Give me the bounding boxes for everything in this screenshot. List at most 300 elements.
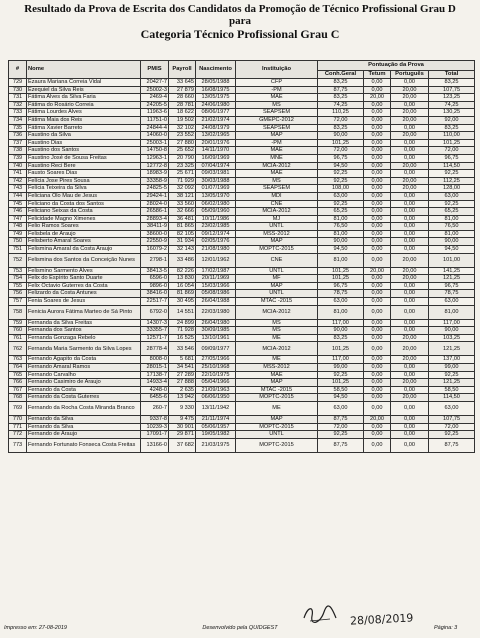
row-birthdate: 27/05/1966	[196, 356, 236, 364]
row-payroll: 23 325	[169, 162, 196, 170]
table-row	[9, 438, 475, 452]
row-tetum: 0,00	[364, 275, 391, 283]
row-birthdate: 05/08/1986	[196, 290, 236, 298]
row-birthdate: 20/11/1969	[196, 275, 236, 283]
row-total: 63,00	[429, 401, 475, 415]
title-line-2: para	[229, 15, 251, 27]
row-payroll: 36 481	[169, 215, 196, 223]
row-total: 137,00	[429, 356, 475, 364]
row-birthdate: 13/05/1970	[196, 192, 236, 200]
row-general-knowledge: 87,75	[318, 415, 364, 423]
row-portuguese: 0,00	[391, 238, 429, 246]
row-name: Fenia Soares de Jesus	[27, 298, 141, 306]
row-tetum: 0,00	[364, 386, 391, 394]
row-pmis: 38413-5	[141, 267, 169, 275]
row-portuguese: 0,00	[391, 124, 429, 132]
row-institution: SEAPSEM	[236, 109, 318, 117]
row-institution: MS	[236, 327, 318, 335]
row-portuguese: 20,00	[391, 109, 429, 117]
row-portuguese: 20,00	[391, 394, 429, 402]
row-total: 110,00	[429, 132, 475, 140]
row-num: 733	[9, 109, 27, 117]
row-institution: SEAPSEM	[236, 124, 318, 132]
row-num: 758	[9, 305, 27, 319]
row-portuguese: 20,00	[391, 275, 429, 283]
row-general-knowledge: 83,25	[318, 124, 364, 132]
row-institution: MAP	[236, 132, 318, 140]
row-pmis: 16079-2	[141, 246, 169, 254]
row-pmis: 33358-9	[141, 177, 169, 185]
table-row	[9, 334, 475, 342]
row-general-knowledge: 90,00	[318, 132, 364, 140]
row-tetum: 0,00	[364, 371, 391, 379]
row-num: 742	[9, 177, 27, 185]
row-tetum: 0,00	[364, 230, 391, 238]
table-row	[9, 170, 475, 178]
row-portuguese: 0,00	[391, 192, 429, 200]
row-name: Felicidade Magno Ximenes	[27, 215, 141, 223]
row-payroll: 27 888	[169, 379, 196, 387]
row-portuguese: 20,00	[391, 267, 429, 275]
row-payroll: 82 226	[169, 267, 196, 275]
row-name: Fausto Soares Dias	[27, 170, 141, 178]
row-num: 743	[9, 185, 27, 193]
row-payroll: 71 929	[169, 177, 196, 185]
row-portuguese: 0,00	[391, 415, 429, 423]
row-portuguese: 0,00	[391, 401, 429, 415]
row-portuguese: 0,00	[391, 101, 429, 109]
row-payroll: 81 869	[169, 290, 196, 298]
row-portuguese: 0,00	[391, 147, 429, 155]
row-total: 101,00	[429, 253, 475, 267]
row-payroll: 14 551	[169, 305, 196, 319]
row-tetum: 0,00	[364, 170, 391, 178]
header-name: Nome	[27, 61, 141, 79]
row-pmis: 28015-1	[141, 364, 169, 372]
row-num: 763	[9, 356, 27, 364]
row-tetum: 0,00	[364, 116, 391, 124]
row-portuguese: 0,00	[391, 298, 429, 306]
row-total: 121,25	[429, 379, 475, 387]
row-total: 114,50	[429, 394, 475, 402]
table-row	[9, 177, 475, 185]
row-total: 92,25	[429, 170, 475, 178]
row-general-knowledge: 83,25	[318, 94, 364, 102]
row-institution: ME	[236, 334, 318, 342]
row-portuguese: 20,00	[391, 162, 429, 170]
row-pmis: 28024-0	[141, 200, 169, 208]
header-payroll: Payroll	[169, 61, 196, 79]
row-general-knowledge: 92,25	[318, 431, 364, 439]
row-total: 103,25	[429, 334, 475, 342]
row-pmis: 17138-7	[141, 371, 169, 379]
row-birthdate: 06/06/1950	[196, 394, 236, 402]
row-institution: MCIA-2012	[236, 342, 318, 356]
table-row	[9, 116, 475, 124]
row-portuguese: 20,00	[391, 177, 429, 185]
row-tetum: 0,00	[364, 132, 391, 140]
row-institution: MCIA-2012	[236, 162, 318, 170]
row-num: 736	[9, 132, 27, 140]
header-general-knowledge: Conh.Geral	[318, 71, 364, 79]
row-tetum: 0,00	[364, 185, 391, 193]
row-total: 90,00	[429, 327, 475, 335]
row-tetum: 0,00	[364, 223, 391, 231]
row-tetum: 0,00	[364, 162, 391, 170]
row-portuguese: 20,00	[391, 334, 429, 342]
table-row	[9, 327, 475, 335]
header-pmis: PMIS	[141, 61, 169, 79]
row-institution: ME	[236, 356, 318, 364]
row-institution: GMEPC-2012	[236, 116, 318, 124]
table-row	[9, 415, 475, 423]
header-portuguese: Português	[391, 71, 429, 79]
row-payroll: 32 092	[169, 185, 196, 193]
row-general-knowledge: 94,50	[318, 162, 364, 170]
row-portuguese: 20,00	[391, 94, 429, 102]
row-pmis: 4248-0	[141, 386, 169, 394]
row-total: 117,00	[429, 319, 475, 327]
row-institution: MAE	[236, 371, 318, 379]
row-institution: MAP	[236, 415, 318, 423]
row-tetum: 0,00	[364, 101, 391, 109]
row-birthdate: 28/05/1988	[196, 79, 236, 87]
row-general-knowledge: 110,25	[318, 109, 364, 117]
table-row	[9, 230, 475, 238]
row-num: 734	[9, 116, 27, 124]
row-name: Fernando da Costa Guterres	[27, 394, 141, 402]
table-row	[9, 94, 475, 102]
row-portuguese: 0,00	[391, 170, 429, 178]
row-tetum: 0,00	[364, 79, 391, 87]
row-num: 773	[9, 438, 27, 452]
header-tetum: Tetum	[364, 71, 391, 79]
table-row	[9, 423, 475, 431]
row-pmis: 6792-0	[141, 305, 169, 319]
row-general-knowledge: 81,00	[318, 215, 364, 223]
row-num: 731	[9, 94, 27, 102]
row-payroll: 29 871	[169, 431, 196, 439]
row-birthdate: 22/10/1975	[196, 371, 236, 379]
row-portuguese: 20,00	[391, 253, 429, 267]
row-pmis: 25002-3	[141, 86, 169, 94]
row-num: 768	[9, 394, 27, 402]
row-num: 772	[9, 431, 27, 439]
row-general-knowledge: 63,00	[318, 298, 364, 306]
row-tetum: 0,00	[364, 192, 391, 200]
header-score-group: Pontuação da Prova	[318, 61, 475, 71]
print-date: Impresso em: 27-08-2019	[4, 625, 67, 631]
row-portuguese: 0,00	[391, 282, 429, 290]
table-row	[9, 154, 475, 162]
row-name: Fernando da Silva	[27, 423, 141, 431]
row-birthdate: 24/06/1980	[196, 101, 236, 109]
row-total: 81,00	[429, 230, 475, 238]
row-birthdate: 13/05/1975	[196, 94, 236, 102]
row-name: Felícia Teixeira da Silva	[27, 185, 141, 193]
table-row	[9, 431, 475, 439]
row-birthdate: 08/06/1977	[196, 109, 236, 117]
row-name: Fenicia Aurora Fátima Marteo de Sá Pinto	[27, 305, 141, 319]
row-birthdate: 22/03/1980	[196, 305, 236, 319]
table-row	[9, 192, 475, 200]
row-birthdate: 13/02/1965	[196, 132, 236, 140]
row-num: 749	[9, 230, 27, 238]
row-num: 750	[9, 238, 27, 246]
row-total: 107,75	[429, 415, 475, 423]
row-num: 762	[9, 342, 27, 356]
row-institution: UNTL	[236, 223, 318, 231]
row-total: 74,25	[429, 101, 475, 109]
row-name: Felismina Amaral da Costa Araujo	[27, 246, 141, 254]
row-total: 83,25	[429, 124, 475, 132]
row-general-knowledge: 92,25	[318, 177, 364, 185]
row-name: Faustino da Silva	[27, 132, 141, 140]
row-institution: ME	[236, 401, 318, 415]
row-birthdate: 09/03/1981	[196, 170, 236, 178]
row-pmis: 18983-9	[141, 170, 169, 178]
row-name: Fátima Maia dos Reis	[27, 116, 141, 124]
row-tetum: 0,00	[364, 86, 391, 94]
row-pmis: 26586-1	[141, 208, 169, 216]
row-general-knowledge: 63,00	[318, 401, 364, 415]
row-payroll: 13 942	[169, 394, 196, 402]
row-general-knowledge: 92,25	[318, 170, 364, 178]
table-row	[9, 139, 475, 147]
row-total: 130,25	[429, 109, 475, 117]
row-birthdate: 30/03/1988	[196, 177, 236, 185]
row-name: Faustino Reci Bere	[27, 162, 141, 170]
row-name: Fátima Xavier Barreto	[27, 124, 141, 132]
row-name: Fernando Amaral Ramos	[27, 364, 141, 372]
row-payroll: 13 830	[169, 275, 196, 283]
row-pmis: 2798-1	[141, 253, 169, 267]
row-name: Felizardo da Costa Antunes	[27, 290, 141, 298]
row-payroll: 9 475	[169, 415, 196, 423]
row-name: Felisbela de Araujo	[27, 230, 141, 238]
table-row	[9, 185, 475, 193]
row-pmis: 24844-4	[141, 124, 169, 132]
row-birthdate: 20/01/1976	[196, 139, 236, 147]
row-tetum: 0,00	[364, 139, 391, 147]
row-payroll: 23 552	[169, 132, 196, 140]
row-institution: MDI	[236, 192, 318, 200]
table-row	[9, 394, 475, 402]
row-num: 740	[9, 162, 27, 170]
table-row	[9, 401, 475, 415]
row-total: 81,00	[429, 215, 475, 223]
row-pmis: 14933-4	[141, 379, 169, 387]
row-tetum: 0,00	[364, 147, 391, 155]
page-number: Página: 3	[434, 625, 458, 631]
row-birthdate: 01/07/1969	[196, 185, 236, 193]
row-total: 114,50	[429, 162, 475, 170]
row-payroll: 18 622	[169, 109, 196, 117]
row-name: Felismina dos Santos da Conceição Nunes	[27, 253, 141, 267]
row-name: Felio Ramos Soares	[27, 223, 141, 231]
row-payroll: 33 486	[169, 253, 196, 267]
table-row	[9, 101, 475, 109]
row-institution: MAP	[236, 282, 318, 290]
row-name: Feliciano da Costa dos Santos	[27, 200, 141, 208]
row-institution: -PM	[236, 139, 318, 147]
row-birthdate: 23/02/1985	[196, 223, 236, 231]
row-institution: MTAC -2015	[236, 386, 318, 394]
row-name: Fernanda da Silva Freitas	[27, 319, 141, 327]
row-institution: MF	[236, 275, 318, 283]
row-total: 65,25	[429, 208, 475, 216]
results-table	[8, 60, 475, 453]
row-num: 737	[9, 139, 27, 147]
row-institution: MOPTC-2015	[236, 438, 318, 452]
table-row	[9, 132, 475, 140]
table-body	[9, 79, 475, 453]
row-portuguese: 0,00	[391, 79, 429, 87]
row-birthdate: 05/09/1960	[196, 208, 236, 216]
row-tetum: 0,00	[364, 379, 391, 387]
row-institution: MOPTC-2015	[236, 423, 318, 431]
row-portuguese: 0,00	[391, 154, 429, 162]
table-row	[9, 379, 475, 387]
row-general-knowledge: 117,00	[318, 356, 364, 364]
row-total: 58,50	[429, 386, 475, 394]
row-name: Felix Octavio Guterres da Costa	[27, 282, 141, 290]
row-num: 769	[9, 401, 27, 415]
row-general-knowledge: 78,75	[318, 290, 364, 298]
row-pmis: 38416-0	[141, 290, 169, 298]
row-general-knowledge: 94,50	[318, 246, 364, 254]
row-pmis: 10239-3	[141, 423, 169, 431]
title-line-1: Resultado da Prova de Escrita dos Candidatos da Promoção de Técnico Profissional Grau D	[24, 3, 456, 15]
row-tetum: 0,00	[364, 305, 391, 319]
row-portuguese: 0,00	[391, 371, 429, 379]
row-name: Faustino dos Santos	[27, 147, 141, 155]
row-portuguese: 0,00	[391, 438, 429, 452]
row-name: Ezequiel da Silva Reis	[27, 86, 141, 94]
row-tetum: 20,00	[364, 415, 391, 423]
table-row	[9, 371, 475, 379]
table-row	[9, 109, 475, 117]
table-row	[9, 386, 475, 394]
row-tetum: 0,00	[364, 124, 391, 132]
row-portuguese: 0,00	[391, 200, 429, 208]
row-portuguese: 0,00	[391, 208, 429, 216]
row-total: 123,25	[429, 94, 475, 102]
row-total: 96,75	[429, 282, 475, 290]
row-num: 753	[9, 267, 27, 275]
row-name: Faustino Dias	[27, 139, 141, 147]
row-tetum: 0,00	[364, 290, 391, 298]
row-payroll: 16 525	[169, 334, 196, 342]
row-general-knowledge: 90,00	[318, 238, 364, 246]
row-payroll: 71 928	[169, 327, 196, 335]
row-pmis: 9337-8	[141, 415, 169, 423]
row-tetum: 0,00	[364, 342, 391, 356]
row-birthdate: 26/04/1980	[196, 319, 236, 327]
row-name: Felisberto Amaral Soares	[27, 238, 141, 246]
row-pmis: 17091-7	[141, 431, 169, 439]
row-birthdate: 10/11/1986	[196, 215, 236, 223]
row-pmis: 260-7	[141, 401, 169, 415]
row-general-knowledge: 101,25	[318, 275, 364, 283]
table-row	[9, 208, 475, 216]
row-payroll: 24 899	[169, 319, 196, 327]
row-institution: MCIA-2012	[236, 305, 318, 319]
row-pmis: 14750-8	[141, 147, 169, 155]
row-payroll: 32 102	[169, 124, 196, 132]
row-institution: MNE	[236, 154, 318, 162]
row-num: 746	[9, 208, 27, 216]
row-name: Ezaura Mariana Correia Vidal	[27, 79, 141, 87]
row-name: Fernando Carvalho	[27, 371, 141, 379]
row-payroll: 25 652	[169, 147, 196, 155]
row-institution: UNTL	[236, 431, 318, 439]
row-total: 83,25	[429, 79, 475, 87]
row-general-knowledge: 108,00	[318, 185, 364, 193]
row-name: Fernando Agapito da Costa	[27, 356, 141, 364]
row-pmis: 13166-0	[141, 438, 169, 452]
row-tetum: 0,00	[364, 423, 391, 431]
row-name: Feliciana Olo Mau de Jesus	[27, 192, 141, 200]
row-pmis: 12772-8	[141, 162, 169, 170]
row-name: Felismino Sarmento Alves	[27, 267, 141, 275]
row-portuguese: 0,00	[391, 290, 429, 298]
row-tetum: 0,00	[364, 431, 391, 439]
row-total: 76,50	[429, 223, 475, 231]
row-total: 128,00	[429, 185, 475, 193]
row-tetum: 0,00	[364, 215, 391, 223]
row-total: 94,50	[429, 246, 475, 254]
row-pmis: 24825-5	[141, 185, 169, 193]
row-general-knowledge: 72,00	[318, 147, 364, 155]
row-pmis: 14307-3	[141, 319, 169, 327]
developer-credit: Desenvolvido pela QUIDGEST	[202, 625, 278, 631]
row-birthdate: 26/04/1988	[196, 298, 236, 306]
table-row	[9, 267, 475, 275]
row-num: 755	[9, 282, 27, 290]
row-num: 765	[9, 371, 27, 379]
row-num: 771	[9, 423, 27, 431]
row-general-knowledge: 83,25	[318, 79, 364, 87]
row-num: 730	[9, 86, 27, 94]
row-general-knowledge: 101,25	[318, 342, 364, 356]
table-row	[9, 200, 475, 208]
row-num: 732	[9, 101, 27, 109]
row-birthdate: 14/11/1970	[196, 147, 236, 155]
table-row	[9, 238, 475, 246]
row-pmis: 22550-9	[141, 238, 169, 246]
table-row	[9, 79, 475, 87]
row-portuguese: 0,00	[391, 230, 429, 238]
row-payroll: 33 546	[169, 342, 196, 356]
row-total: 96,75	[429, 154, 475, 162]
row-payroll: 32 666	[169, 208, 196, 216]
row-pmis: 11963-6	[141, 109, 169, 117]
row-general-knowledge: 101,25	[318, 379, 364, 387]
row-total: 92,25	[429, 200, 475, 208]
row-portuguese: 20,00	[391, 86, 429, 94]
row-tetum: 0,00	[364, 394, 391, 402]
row-pmis: 12571-7	[141, 334, 169, 342]
row-general-knowledge: 101,25	[318, 139, 364, 147]
row-payroll: 2 635	[169, 386, 196, 394]
row-general-knowledge: 83,25	[318, 334, 364, 342]
row-payroll: 19 502	[169, 116, 196, 124]
row-total: 87,75	[429, 438, 475, 452]
row-payroll: 16 054	[169, 282, 196, 290]
row-total: 92,25	[429, 431, 475, 439]
row-birthdate: 21/03/1975	[196, 438, 236, 452]
